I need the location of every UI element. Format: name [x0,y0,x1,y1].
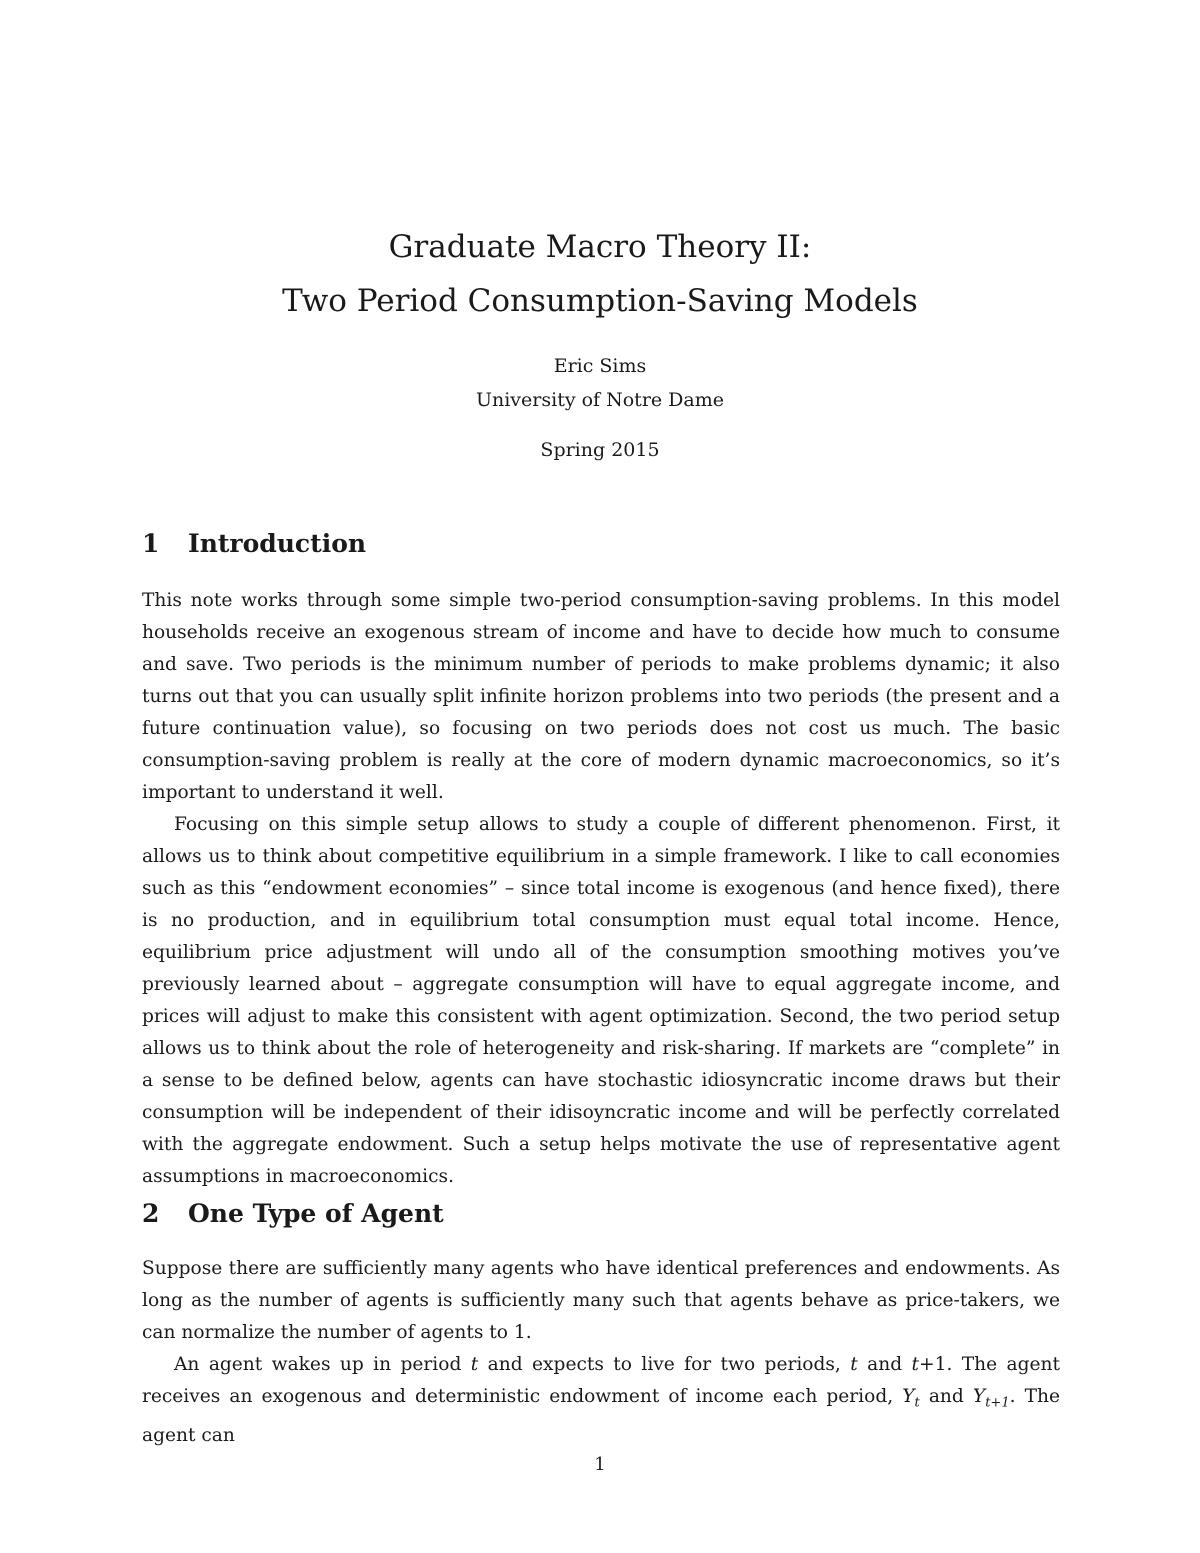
paragraph-agent-1: Suppose there are sufficiently many agents who have identical preferences and endowments. As long as the number of agents is sufficiently many such that agents behave as price-takers, we can normalize the number of agents to 1. [142,1258,1060,1343]
author-name: Eric Sims [553,355,647,377]
text-run: and [857,1354,912,1375]
author-affiliation: University of Notre Dame [475,389,725,411]
math-variable-t: t [911,1354,920,1375]
section-number: 2 [142,1199,160,1228]
paragraph-intro-2: Focusing on this simple setup allows to study a couple of different phenomenon. First, it allows us to think about competitive equilibrium in a simple framework. I like to call economies such as this “endowment economies” – since total income is exogenous (and hence fixed), there is no production, and in equilibrium total consumption must equal total income. Hence, equilibrium price adjustment will undo all of the consumption smoothing motives you’ve previously learned about – aggregate consumption will have to equal aggregate income, and prices will adjust to make this consistent with agent optimization. Second, the two period setup allows us to think about the role of heterogeneity and risk-sharing. If markets are “complete” in a sense to be defined below, agents can have stochastic idiosyncratic income draws but their consumption will be independent of their idisoyncratic income and will be perfectly correlated with the aggregate endowment. Such a setup helps motivate the use of representative agent assumptions in macroeconomics. [142,814,1060,1187]
text-run: and expects to live for two periods, [478,1354,851,1375]
paper-title-line-2: Two Period Consumption-Saving Models [282,283,918,319]
math-variable-t: t [850,1354,858,1375]
paragraph-intro-1: This note works through some simple two-period consumption-saving problems. In this model households receive an exogenous stream of income and have to decide how much to consume and save. Two periods is the minimum number of periods to make problems dynamic; it also turns out that you can usually split infinite horizon problems into two periods (the present and a future continuation value), so focusing on two periods does not cost us much. The basic consumption-saving problem is really at the core of modern dynamic macroeconomics, so it’s important to understand it well. [142,590,1060,803]
math-subscript: t+1 [985,1395,1010,1411]
section-heading-introduction [142,526,366,562]
page-number: 1 [594,1454,606,1475]
section-number: 1 [142,529,160,558]
paragraph-agent-2 [142,1349,1060,1452]
text-run: An agent wakes up in period [174,1354,471,1375]
section-heading-one-type-of-agent [142,1196,444,1232]
publication-date: Spring 2015 [540,439,660,461]
math-subscript: t [914,1395,920,1411]
section-title: Introduction [188,529,367,558]
math-variable-y: Y [902,1386,915,1407]
section-title: One Type of Agent [188,1199,444,1228]
text-run: +1. The agent receives an exogenous and deterministic endowment of income each period, [142,1354,1060,1407]
text-run: and [919,1386,973,1407]
math-variable-t: t [470,1354,479,1375]
text-run: . The agent can [142,1386,1060,1446]
math-variable-y: Y [972,1386,986,1407]
paper-title-line-1: Graduate Macro Theory II: [388,229,812,265]
